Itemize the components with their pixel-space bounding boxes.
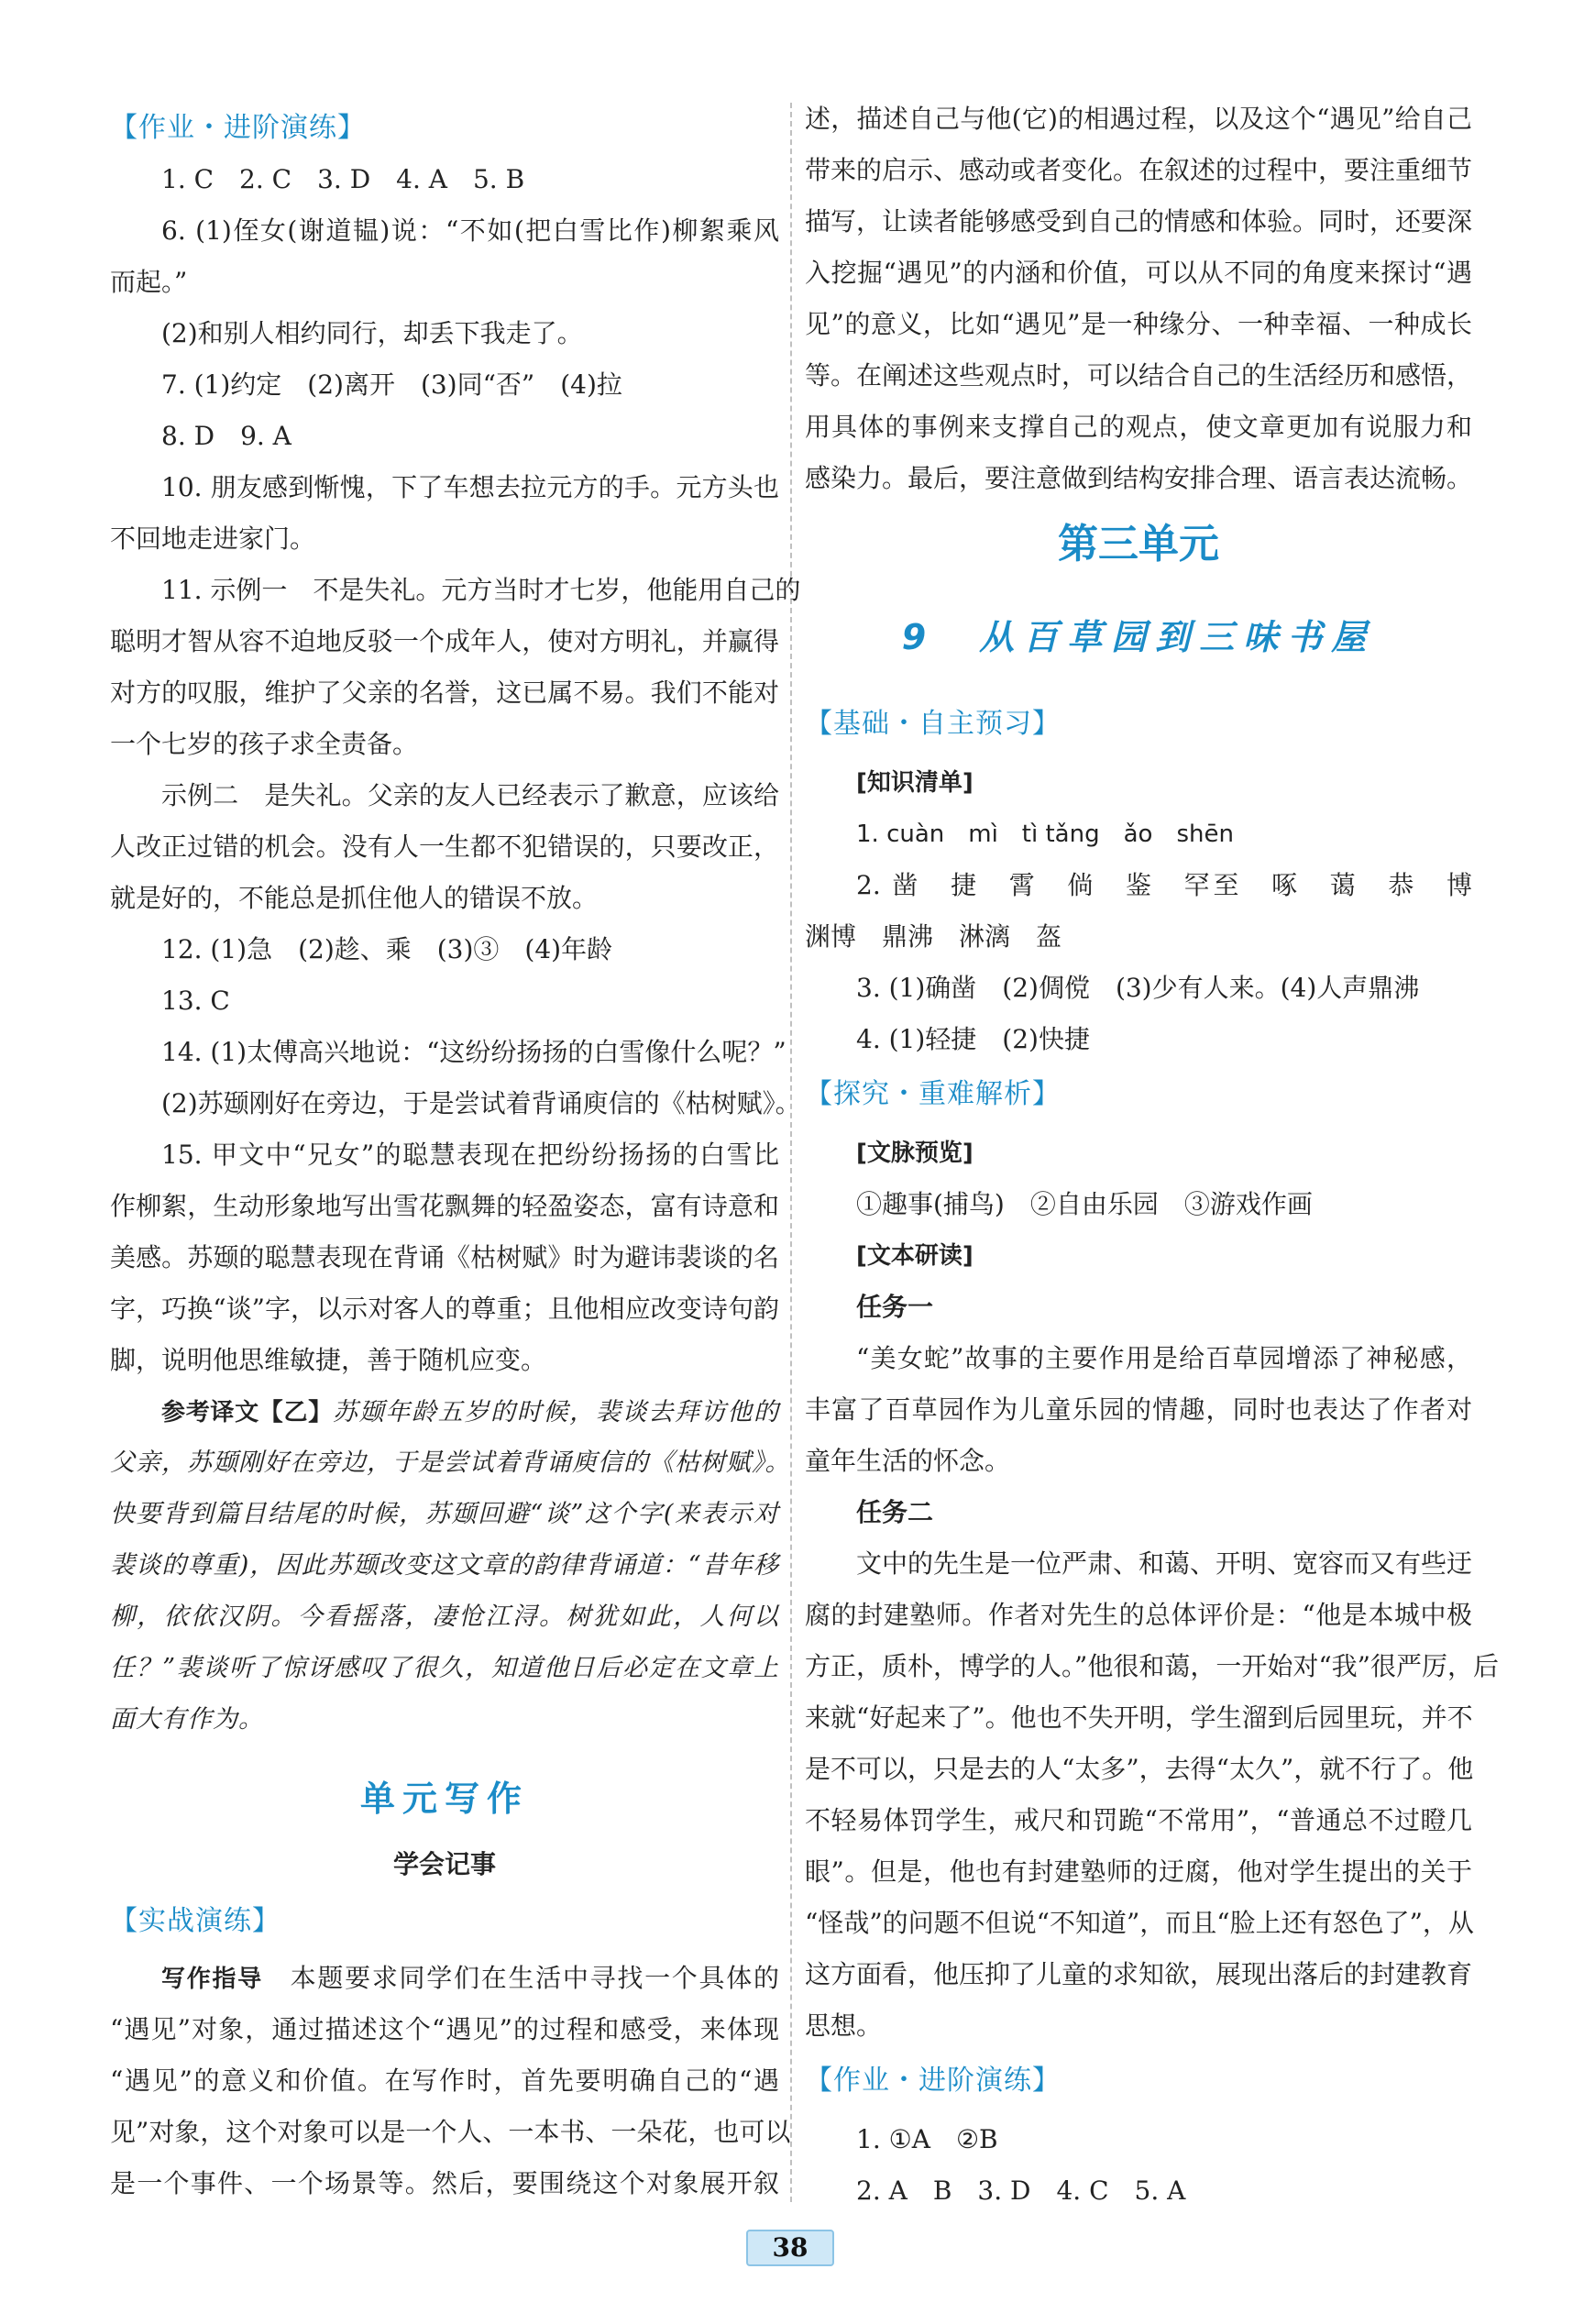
context-line: ①趣事(捕鸟) ②自由乐园 ③游戏作画: [856, 1189, 1313, 1219]
translation-line: 任？”裴谈听了惊讶感叹了很久，知道他日后必定在文章上: [110, 1654, 779, 1682]
lesson-title: 9 从百草园到三味书屋: [901, 617, 1376, 657]
knowledge-item: 2. 凿 捷 霄 倘 鉴 罕至 啄 蔼 恭 博: [856, 870, 1472, 900]
answer-line: 不回地走进家门。: [110, 523, 316, 554]
answer-line: 8. D 9. A: [161, 421, 292, 451]
section-header-basic: 【基础・自主预习】: [805, 708, 1061, 740]
study-tag: [文本研读]: [856, 1242, 974, 1270]
writing-line: 等。在阐述这些观点时，可以结合自己的生活经历和感悟，: [805, 360, 1473, 391]
unit-title: 第三单元: [1058, 521, 1219, 567]
translation-line: 面大有作为。: [110, 1705, 264, 1734]
answer-line: 13. C: [161, 986, 230, 1016]
answer-line: 脚，说明他思维敏捷，善于随机应变。: [110, 1345, 547, 1375]
answer-line: 就是好的，不能总是抓住他人的错误不放。: [110, 883, 599, 913]
writing-line: 带来的启示、感动或者变化。在叙述的过程中，要注重细节: [805, 155, 1473, 185]
answer-line: 10. 朋友感到惭愧，下了车想去拉元方的手。元方头也: [161, 472, 779, 502]
answer-line: 一个七岁的孩子求全责备。: [110, 729, 419, 759]
knowledge-item: 4. (1)轻捷 (2)快捷: [856, 1024, 1090, 1054]
section-header-homework: 【作业・进阶演练】: [110, 112, 366, 144]
answer-line: 对方的叹服，维护了父亲的名誉，这已属不易。我们不能对: [110, 677, 779, 708]
answer-line: (2)苏颋刚好在旁边，于是尝试着背诵庾信的《枯树赋》。: [161, 1088, 801, 1118]
knowledge-item: 3. (1)确凿 (2)倜傥 (3)少有人来。(4)人声鼎沸: [856, 973, 1420, 1003]
unit-writing-subtitle: 学会记事: [392, 1849, 496, 1879]
task-one-label: 任务一: [856, 1292, 934, 1322]
answer-line: 7. (1)约定 (2)离开 (3)同“否” (4)拉: [161, 369, 622, 400]
answer-line: 11. 示例一 不是失礼。元方当时才七岁，他能用自己的: [161, 575, 801, 605]
answer-line: 美感。苏颋的聪慧表现在背诵《枯树赋》时为避讳裴谈的名: [110, 1242, 779, 1272]
section-header-practice: 【实战演练】: [110, 1905, 280, 1937]
guide-line: 是一个事件、一个场景等。然后，要围绕这个对象展开叙: [110, 2168, 779, 2198]
answer-line: 14. (1)太傅高兴地说：“这纷纷扬扬的白雪像什么呢？”: [161, 1037, 786, 1067]
task-two-line: 腐的封建塾师。作者对先生的总体评价是：“他是本城中极: [805, 1600, 1472, 1630]
writing-line: 见”的意义，比如“遇见”是一种缘分、一种幸福、一种成长: [805, 309, 1472, 339]
translation-label: 参考译文【乙】: [161, 1399, 333, 1426]
knowledge-item: 1. cuàn mì tì tǎng ǎo shēn: [856, 821, 1234, 848]
answer-line: 人改正过错的机会。没有人一生都不犯错误的，只要改正，: [110, 832, 779, 862]
task-two-line: 来就“好起来了”。他也不失开明，学生溜到后园里玩，并不: [805, 1702, 1473, 1733]
writing-line: 用具体的事例来支撑自己的观点，使文章更加有说服力和: [805, 412, 1472, 442]
translation-first-line: [110, 1386, 779, 1438]
section-header-explore: 【探究・重难解析】: [805, 1078, 1061, 1110]
task-two-line: 这方面看，他压抑了儿童的求知欲，展现出落后的封建教育: [805, 1959, 1473, 1989]
guide-first-line: [110, 1953, 779, 2005]
task-two-line: 方正，质朴，博学的人。”他很和蔼，一开始对“我”很严厉，后: [805, 1651, 1499, 1681]
homework-answer: 2. A B 3. D 4. C 5. A: [856, 2175, 1186, 2206]
task-one-line: 童年生活的怀念。: [805, 1446, 1011, 1476]
task-one-line: 丰富了百草园作为儿童乐园的情趣，同时也表达了作者对: [805, 1394, 1472, 1425]
answer-line: 作柳絮，生动形象地写出雪花飘舞的轻盈姿态，富有诗意和: [110, 1191, 779, 1221]
translation-line: 父亲，苏颋刚好在旁边，于是尝试着背诵庾信的《枯树赋》。: [110, 1448, 791, 1477]
answer-line: 示例二 是失礼。父亲的友人已经表示了歉意，应该给: [161, 780, 779, 810]
writing-line: 入挖掘“遇见”的内涵和价值，可以从不同的角度来探讨“遇: [805, 258, 1472, 288]
knowledge-item: 渊博 鼎沸 淋漓 盔: [805, 921, 1062, 952]
answer-line: (2)和别人相约同行，却丢下我走了。: [161, 318, 583, 348]
task-one-line: “美女蛇”故事的主要作用是给百草园增添了神秘感，: [856, 1343, 1472, 1373]
unit-writing-title: 单元写作: [359, 1779, 529, 1819]
task-two-line: 思想。: [805, 2010, 883, 2041]
guide-line: 见”对象，这个对象可以是一个人、一本书、一朵花，也可以: [110, 2117, 791, 2147]
task-two-line: 是不可以，只是去的人“太多”，去得“太久”，就不行了。他: [805, 1754, 1474, 1784]
translation-text: 苏颋年龄五岁的时候，裴谈去拜访他的: [332, 1398, 779, 1426]
answer-line: 12. (1)急 (2)趁、乘 (3)③ (4)年龄: [161, 934, 613, 964]
answer-line: 聪明才智从容不迫地反驳一个成年人，使对方明礼，并赢得: [110, 626, 779, 656]
translation-line: 柳，依依汉阴。今看摇落，凄怆江浔。树犹如此，人何以: [110, 1603, 779, 1631]
task-two-line: “怪哉”的问题不但说“不知道”，而且“脸上还有怒色了”，从: [805, 1908, 1474, 1938]
guide-line: “遇见”的意义和价值。在写作时，首先要明确自己的“遇: [110, 2065, 779, 2096]
answer-line: 6. (1)侄女(谢道韫)说：“不如(把白雪比作)柳絮乘风: [161, 215, 779, 246]
knowledge-tag: [知识清单]: [856, 769, 974, 797]
guide-line: “遇见”对象，通过描述这个“遇见”的过程和感受，来体现: [110, 2014, 779, 2044]
writing-line: 述，描述自己与他(它)的相遇过程，以及这个“遇见”给自己: [805, 104, 1472, 134]
section-header-homework-2: 【作业・进阶演练】: [805, 2065, 1061, 2097]
guide-text: 本题要求同学们在生活中寻找一个具体的: [290, 1963, 779, 1993]
context-tag: [文脉预览]: [856, 1140, 974, 1167]
translation-line: 裴谈的尊重)，因此苏颋改变这文章的韵律背诵道：“昔年移: [110, 1551, 779, 1580]
task-two-line: 不轻易体罚学生，戒尺和罚跪“不常用”，“普通总不过瞪几: [805, 1805, 1472, 1835]
homework-answer: 1. ①A ②B: [856, 2124, 998, 2154]
answer-line: 15. 甲文中“兄女”的聪慧表现在把纷纷扬扬的白雪比: [161, 1140, 779, 1170]
writing-line: 感染力。最后，要注意做到结构安排合理、语言表达流畅。: [805, 463, 1473, 493]
guide-label: 写作指导: [161, 1966, 263, 1993]
task-two-line: 文中的先生是一位严肃、和蔼、开明、宽容而又有些迂: [856, 1548, 1473, 1579]
column-divider: [790, 103, 792, 2202]
writing-line: 描写，让读者能够感受到自己的情感和体验。同时，还要深: [805, 206, 1473, 237]
task-two-label: 任务二: [856, 1497, 934, 1527]
task-two-line: 眼”。但是，他也有封建塾师的迂腐，他对学生提出的关于: [805, 1856, 1472, 1887]
answer-line: 字，巧换“谈”字，以示对客人的尊重；且他相应改变诗句韵: [110, 1294, 779, 1324]
answer-line: 1. C 2. C 3. D 4. A 5. B: [161, 164, 525, 194]
answer-line: 而起。”: [110, 267, 188, 297]
page-number: 38: [746, 2230, 834, 2266]
translation-line: 快要背到篇目结尾的时候，苏颋回避“谈”这个字(来表示对: [110, 1500, 779, 1528]
